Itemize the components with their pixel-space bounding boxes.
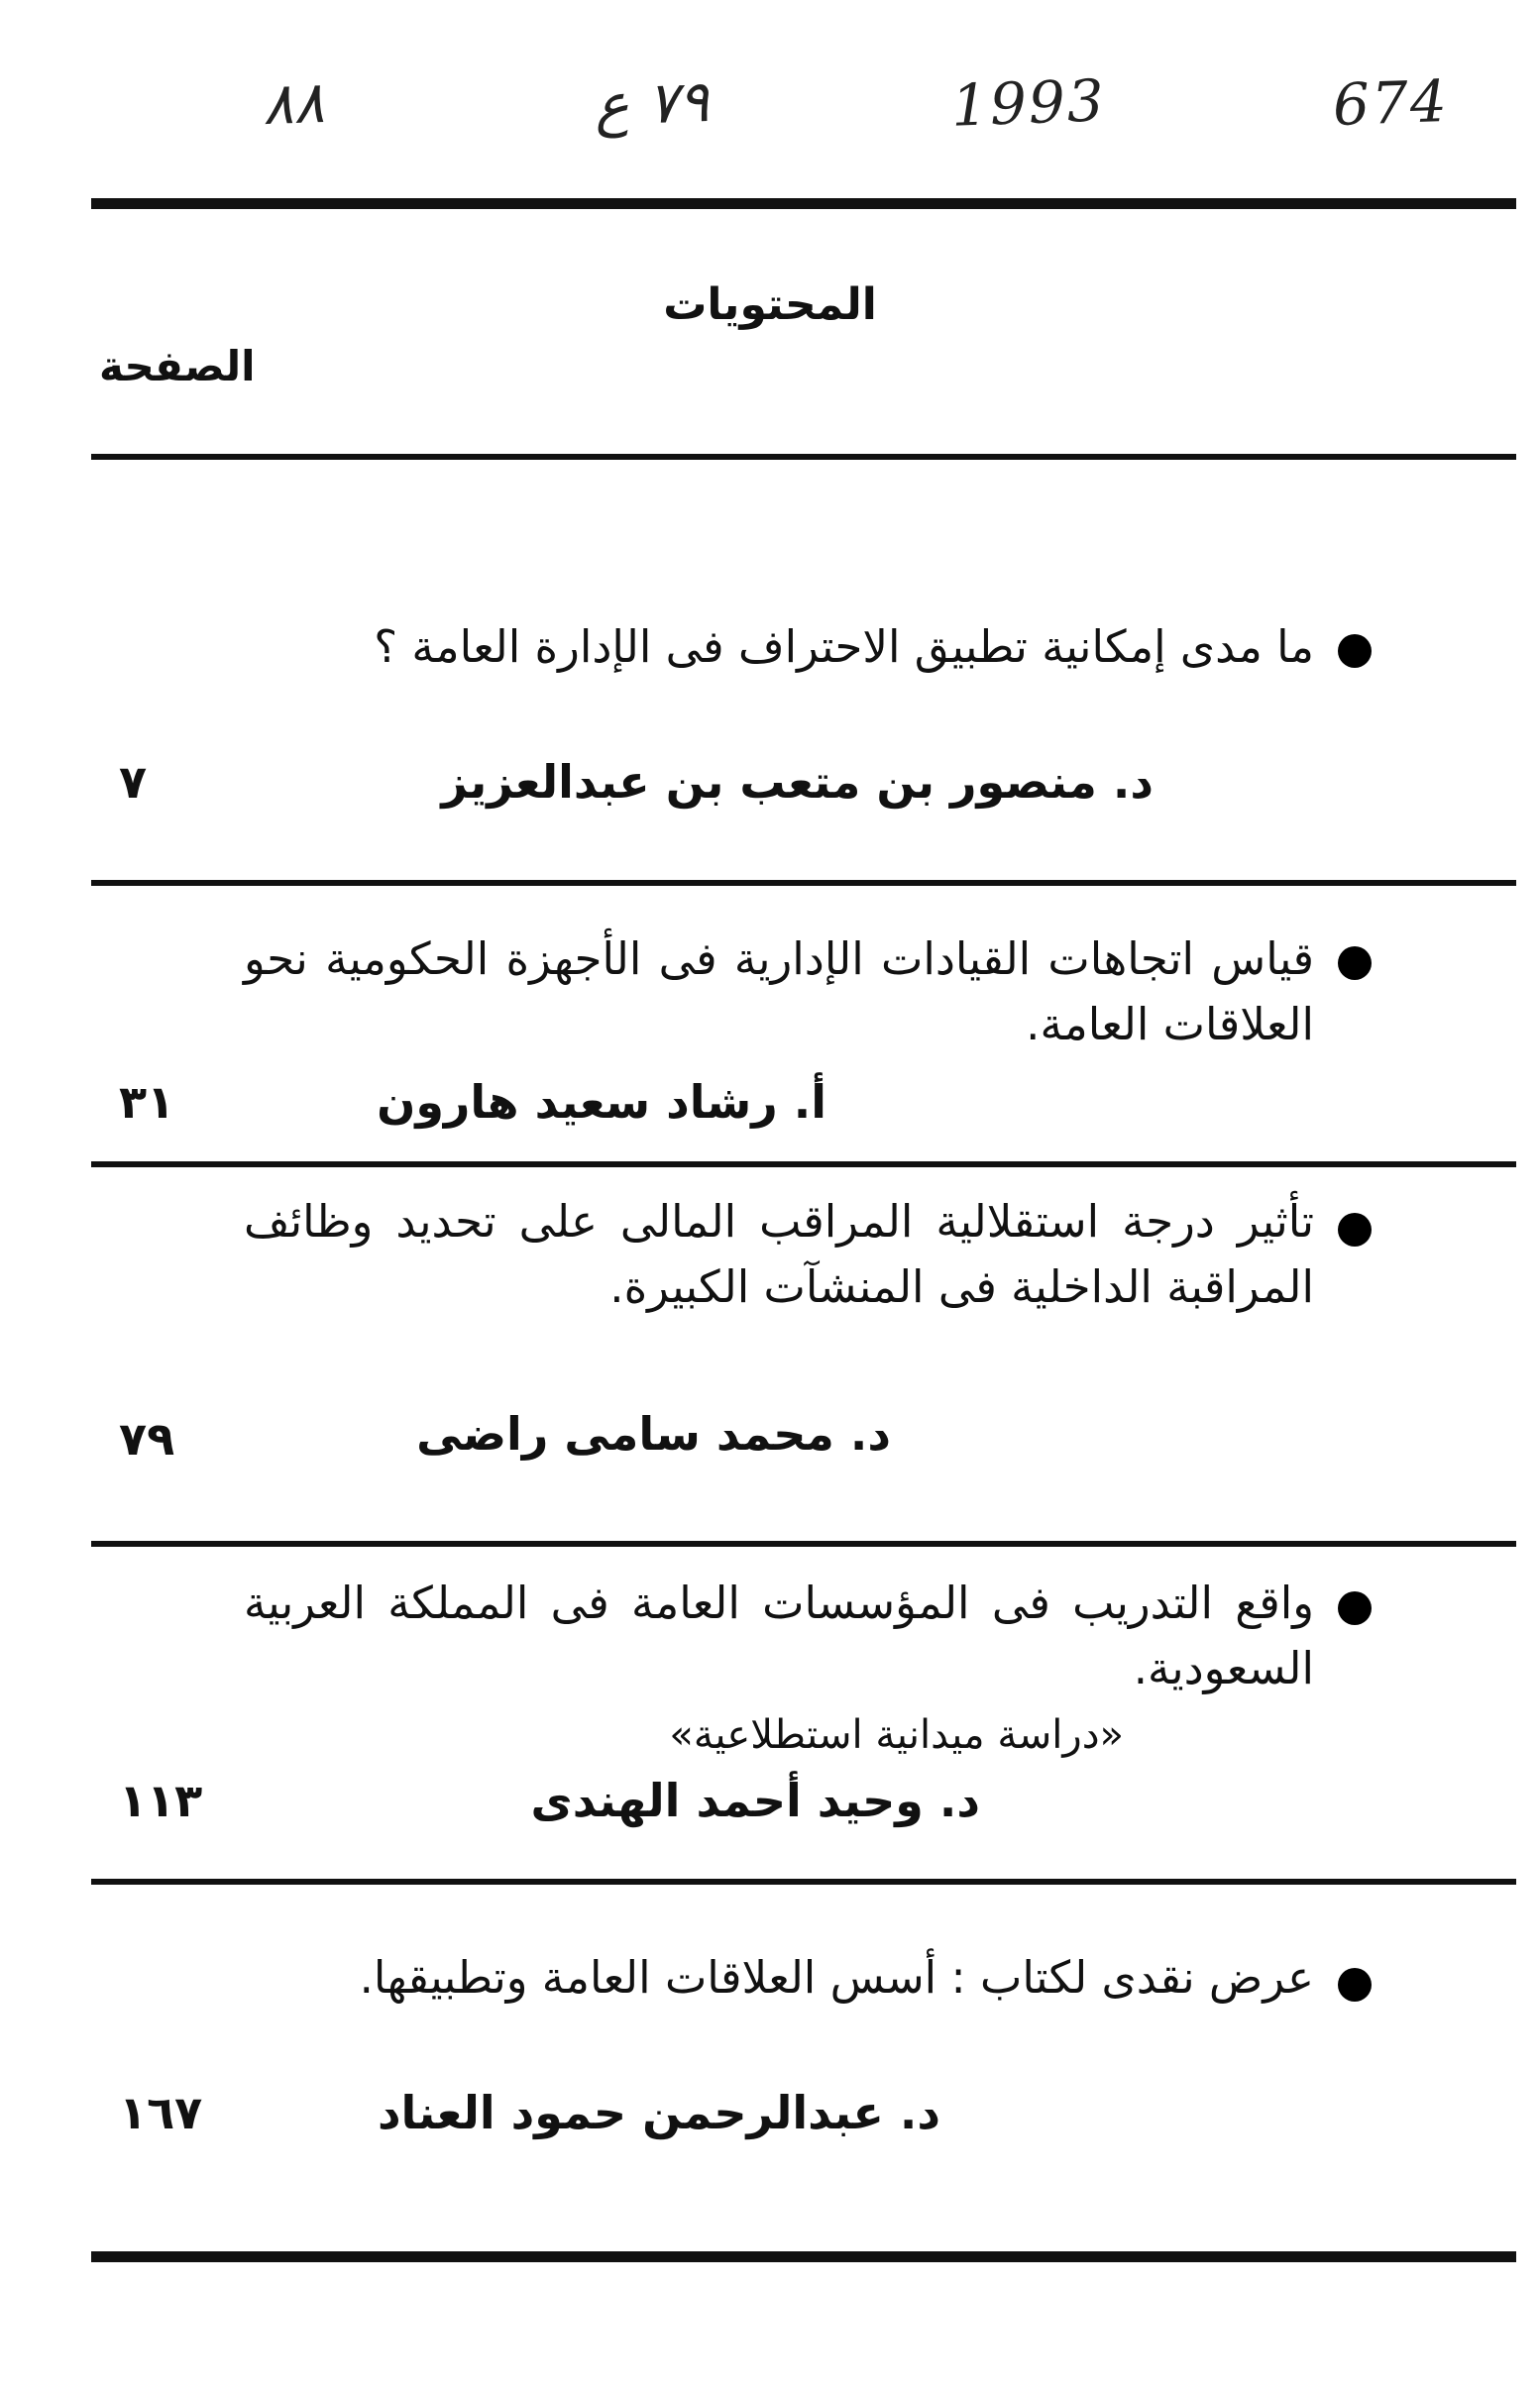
top-rule [91,198,1516,209]
entry-title: عرض نقدى لكتاب : أسس العلاقات العامة وتطبيقها. [359,1951,1314,2004]
entry-page-number: ٣١ [119,1075,175,1129]
handwritten-note-4: 674 [1331,66,1450,140]
entry-page-number: ٧٩ [119,1412,175,1466]
entry-divider [91,1161,1516,1167]
entry-title: واقع التدريب فى المؤسسات العامة فى المملكة العربية السعودية. [244,1577,1314,1694]
handwritten-note-3: 1993 [949,66,1107,140]
entry-divider [91,880,1516,886]
bullet-icon [1338,946,1372,980]
entry-divider [91,1879,1516,1885]
entry-author: د. منصور بن متعب بن عبدالعزيز [441,755,1154,809]
entry-subtitle: «دراسة ميدانية استطلاعية» [669,1712,1124,1758]
bottom-rule [91,2251,1516,2262]
entry-author: أ. رشاد سعيد هارون [377,1075,826,1129]
handwritten-note-1: ٨٨ [261,67,326,139]
page-column-label: الصفحة [99,342,256,390]
handwritten-note-2: ٧٩ ع [593,67,711,139]
entry-page-number: ٧ [119,755,148,809]
bullet-icon [1338,1968,1372,2002]
contents-heading: المحتويات [663,279,877,330]
entry-page-number: ١١٣ [119,1774,203,1827]
entry-author: د. وحيد أحمد الهندى [530,1774,980,1827]
entry-title: تأثير درجة استقلالية المراقب المالى على تحديد وظائف المراقبة الداخلية فى المنشآت الكبيرة. [244,1195,1314,1313]
entry-page-number: ١٦٧ [119,2086,203,2139]
bullet-icon [1338,1213,1372,1247]
header-rule [91,454,1516,460]
entry-author: د. محمد سامى راضى [416,1407,891,1461]
bullet-icon [1338,634,1372,668]
entry-title: ما مدى إمكانية تطبيق الاحتراف فى الإدارة العامة ؟ [374,620,1314,673]
entry-title: قياس اتجاهات القيادات الإدارية فى الأجهزة الحكومية نحو العلاقات العامة. [244,932,1314,1050]
bullet-icon [1338,1591,1372,1625]
entry-divider [91,1541,1516,1547]
entry-author: د. عبدالرحمن حمود العناد [377,2086,940,2139]
